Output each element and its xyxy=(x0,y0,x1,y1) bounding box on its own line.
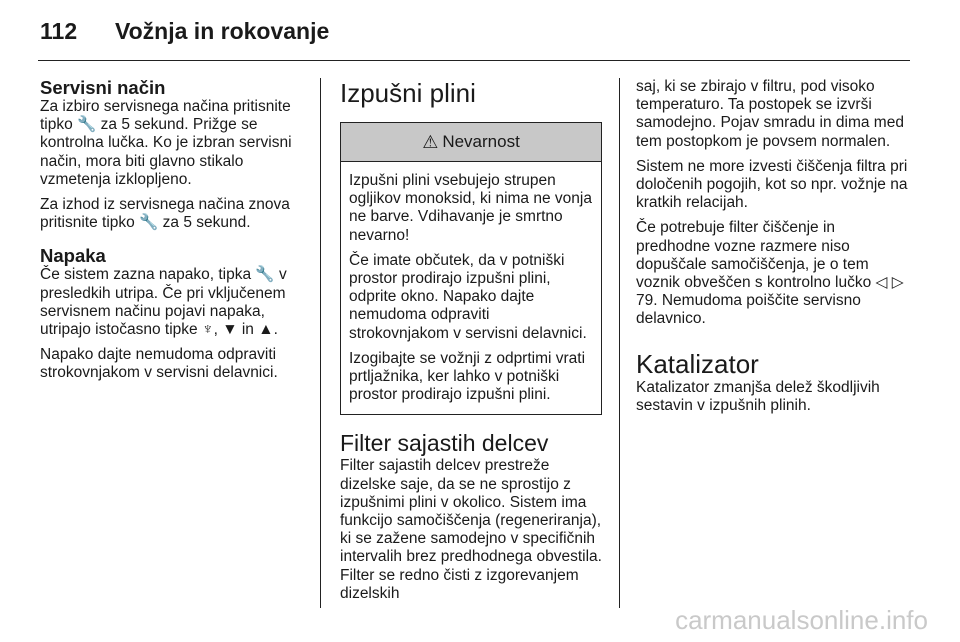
heading-fault: Napaka xyxy=(40,245,106,267)
column-divider-1 xyxy=(320,78,321,608)
heading-particle-filter: Filter sajastih delcev xyxy=(340,430,549,457)
paragraph-catalyst: Katalizator zmanjša delež škodljivih sestavin v izpušnih plinih. xyxy=(636,378,880,414)
warning-triangle-icon: ⚠ xyxy=(422,131,439,152)
danger-warning-body xyxy=(341,162,601,414)
site-watermark: carmanualsonline.info xyxy=(675,605,928,635)
warning-paragraph-open-window: Če imate občutek, da v potniški prostor prodirajo izpušni plini, odprite okno. Napako dajte nemudoma odpraviti strokovnjakom v servisni delavnici. xyxy=(349,251,587,342)
paragraph-filter-warning-light: Če potrebuje filter čiščenje in predhodne vozne razmere niso dopuščale samočiščenja, je o tem voznik obveščen s kontrolno lučko ◁ ▷ 79. Nemudoma poiščite servisno delavnico. xyxy=(636,219,904,328)
danger-label: Nevarnost xyxy=(442,132,520,151)
paragraph-service-enter: Za izbiro servisnega načina pritisnite tipko 🔧 za 5 sekund. Prižge se kontrolna lučka. Ko je izbran servisni način, mora biti glavno stikalo vzmetenja izklopljeno. xyxy=(40,98,292,188)
warning-paragraph-tailgate: Izogibajte se vožnji z odprtimi vrati prtljažnika, ker lahko v potniški prostor prodirajo izpušni plini. xyxy=(349,349,586,404)
column-3 xyxy=(636,78,908,415)
heading-service-mode: Servisni način xyxy=(40,77,166,98)
danger-warning-header xyxy=(341,123,601,162)
column-2 xyxy=(340,78,602,603)
paragraph-fault-blink: Če sistem zazna napako, tipka 🔧 v presledkih utripa. Če pri vključenem servisnem načinu pojavi napaka, utripajo istočasno tipke ♆, ▼ in ▲. xyxy=(40,266,287,339)
column-1 xyxy=(40,78,308,383)
warning-paragraph-co: Izpušni plini vsebujejo strupen ogljikov monoksid, ki nima ne vonja ne barve. Vdihavanje je smrtno nevarno! xyxy=(349,172,592,244)
paragraph-particle-filter: Filter sajastih delcev prestreže dizelske saje, da se ne sprostijo z izpušnimi plini v okolico. Sistem ima funkcijo samočiščenja (regeneriranja), ki se zažene samodejno v specifičnih intervalih brez predhodnega obvestila. Filter se redno čisti z izgorevanjem dizelskih xyxy=(340,457,602,602)
heading-catalyst: Katalizator xyxy=(636,348,759,379)
page-title: Vožnja in rokovanje xyxy=(115,18,330,44)
paragraph-fault-repair: Napako dajte nemudoma odpraviti strokovnjakom v servisni delavnici. xyxy=(40,346,278,382)
heading-exhaust-gases: Izpušni plini xyxy=(340,78,476,108)
column-divider-2 xyxy=(619,78,620,608)
danger-warning-box xyxy=(340,122,602,415)
paragraph-service-exit: Za izhod iz servisnega načina znova pritisnite tipko 🔧 za 5 sekund. xyxy=(40,196,290,232)
header-divider xyxy=(38,60,910,61)
paragraph-filter-continued: saj, ki se zbirajo v filtru, pod visoko temperaturo. Ta postopek se izvrši samodejno. Pojav smradu in dima med tem postopkom je povsem normalen. xyxy=(636,78,904,150)
paragraph-filter-conditions: Sistem ne more izvesti čiščenja filtra pri določenih pogojih, kot so npr. vožnje na kratkih relacijah. xyxy=(636,157,908,212)
page-number: 112 xyxy=(40,18,78,44)
